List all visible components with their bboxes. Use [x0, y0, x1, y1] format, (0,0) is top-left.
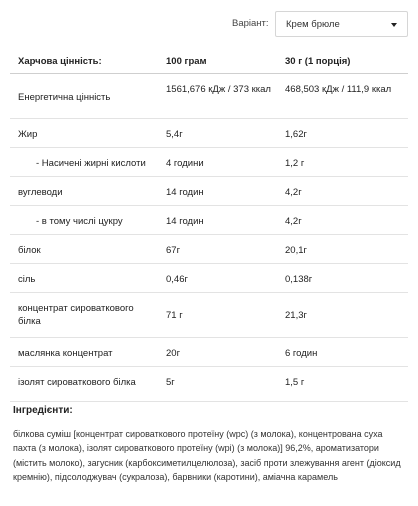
row-per-serving: 468,503 кДж / 111,9 ккал [285, 84, 392, 95]
row-name: Жир [18, 129, 38, 140]
table-row [10, 338, 408, 367]
ingredients-section [10, 401, 408, 505]
variant-label: Варіант: [232, 18, 269, 29]
row-per-100g: 14 годин [166, 216, 204, 227]
variant-row [0, 11, 418, 37]
row-per-serving: 6 годин [285, 348, 318, 359]
row-per-serving: 0,138г [285, 274, 313, 285]
row-name: - в тому числі цукру [36, 216, 123, 227]
variant-select[interactable] [275, 11, 408, 37]
row-per-serving: 1,5 г [285, 377, 305, 388]
table-row [10, 235, 408, 264]
row-per-100g: 20г [166, 348, 181, 359]
row-per-100g: 5г [166, 377, 175, 388]
row-per-100g: 14 годин [166, 187, 204, 198]
ingredients-title: Інгредієнти: [13, 405, 73, 416]
row-name: маслянка концентрат [18, 348, 113, 359]
table-header-row [10, 45, 408, 74]
header-per-serving: 30 г (1 порція) [285, 56, 351, 67]
row-per-serving: 1,62г [285, 129, 307, 140]
row-per-serving: 4,2г [285, 187, 302, 198]
variant-selected-value: Крем брюле [286, 19, 340, 30]
table-row [10, 177, 408, 206]
table-row [10, 148, 408, 177]
row-per-100g: 71 г [166, 310, 183, 321]
table-row [10, 206, 408, 235]
ingredients-text: білкова суміш [концентрат сироваткового протеїну (wpc) (з молока), концентрована суха пахта (з молока), ізолят сироваткового протеїну (wpi) (з молока)] 96,2%, ароматизатори (містить молоко), загусник (карбоксиметилцелюлоза), засіб проти злежування агент (діоксид кремнію), підсолоджувач (сукралоза), барвники (каротини), аміачна карамель [13, 429, 401, 482]
header-per-100g: 100 грам [166, 56, 207, 67]
table-row [10, 293, 408, 338]
table-row [10, 74, 408, 119]
nutrition-table [10, 45, 408, 396]
row-per-serving: 4,2г [285, 216, 302, 227]
row-per-100g: 5,4г [166, 129, 183, 140]
table-row [10, 367, 408, 396]
table-row [10, 264, 408, 293]
table-row [10, 119, 408, 148]
row-name: концентрат сироваткового білка [18, 303, 134, 327]
row-per-serving: 1,2 г [285, 158, 305, 169]
row-per-100g: 1561,676 кДж / 373 ккал [166, 84, 271, 95]
row-name: ізолят сироваткового білка [18, 377, 136, 388]
row-per-serving: 20,1г [285, 245, 307, 256]
row-per-100g: 67г [166, 245, 181, 256]
row-name: - Насичені жирні кислоти [36, 158, 146, 169]
row-name: вуглеводи [18, 187, 63, 198]
row-name: сіль [18, 274, 36, 285]
chevron-down-icon [391, 23, 397, 27]
row-per-100g: 0,46г [166, 274, 188, 285]
header-nutrition: Харчова цінність: [18, 56, 102, 67]
row-name: білок [18, 245, 41, 256]
row-name: Енергетична цінність [18, 92, 111, 103]
row-per-100g: 4 години [166, 158, 204, 169]
row-per-serving: 21,3г [285, 310, 307, 321]
